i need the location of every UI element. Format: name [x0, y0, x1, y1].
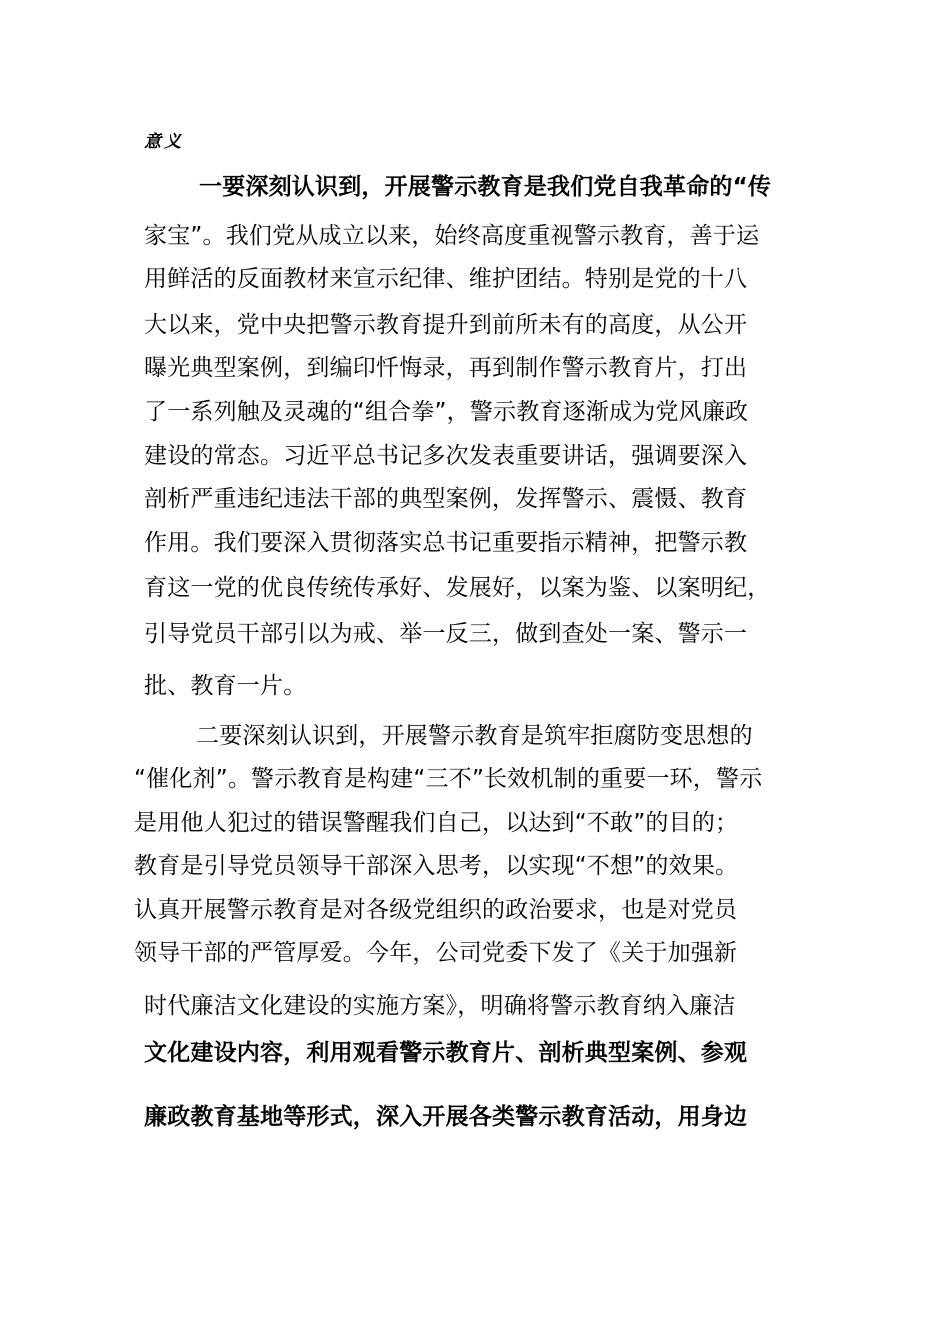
paragraph1-line: 大以来，党中央把警示教育提升到前所未有的高度，从公开: [144, 312, 748, 338]
paragraph2-line: 文化建设内容，利用观看警示教育片、剖析典型案例、参观: [144, 1040, 748, 1066]
paragraph2-line: 时代廉洁文化建设的实施方案》，明确将警示教育纳入廉洁: [144, 993, 736, 1019]
paragraph2-line: 教育是引导党员领导干部深入思考，以实现“不想”的效果。: [134, 853, 739, 879]
paragraph2-line: 认真开展警示教育是对各级党组织的政治要求，也是对党员: [134, 897, 738, 923]
paragraph1-line: 引导党员干部引以为戒、举一反三，做到查处一案、警示一: [144, 621, 748, 647]
paragraph1-line: 了一系列触及灵魂的“组合拳”，警示教育逐渐成为党风廉政: [144, 399, 749, 425]
paragraph2-line: 是用他人犯过的错误警醒我们自己，以达到“不敢”的目的；: [134, 810, 739, 836]
paragraph1-line: 一要深刻认识到，开展警示教育是我们党自我革命的“传: [199, 174, 772, 200]
paragraph1-line: 建设的常态。习近平总书记多次发表重要讲话，强调要深入: [144, 443, 748, 469]
section-heading: 意义: [144, 132, 184, 152]
paragraph1-line: 家宝”。我们党从成立以来，始终高度重视警示教育，善于运: [144, 223, 760, 249]
paragraph1-line: 批、教育一片。: [144, 673, 307, 699]
paragraph2-line: 领导干部的严管厚爱。今年，公司党委下发了《关于加强新: [134, 940, 738, 966]
paragraph2-line: “催化剂”。警示教育是构建“三不”长效机制的重要一环，警示: [134, 766, 763, 792]
paragraph2-line: 二要深刻认识到，开展警示教育是筑牢拒腐防变思想的: [196, 723, 753, 749]
paragraph2-line: 廉政教育基地等形式，深入开展各类警示教育活动，用身边: [144, 1104, 748, 1130]
paragraph1-line: 作用。我们要深入贯彻落实总书记重要指示精神，把警示教: [144, 530, 748, 556]
paragraph1-line: 用鲜活的反面教材来宣示纪律、维护团结。特别是党的十八: [144, 266, 748, 292]
paragraph1-line: 剖析严重违纪违法干部的典型案例，发挥警示、震慑、教育: [144, 486, 748, 512]
paragraph1-line: 曝光典型案例，到编印忏悔录，再到制作警示教育片，打出: [144, 355, 748, 381]
paragraph1-line: 育这一党的优良传统传承好、发展好，以案为鉴、以案明纪，: [144, 575, 771, 601]
